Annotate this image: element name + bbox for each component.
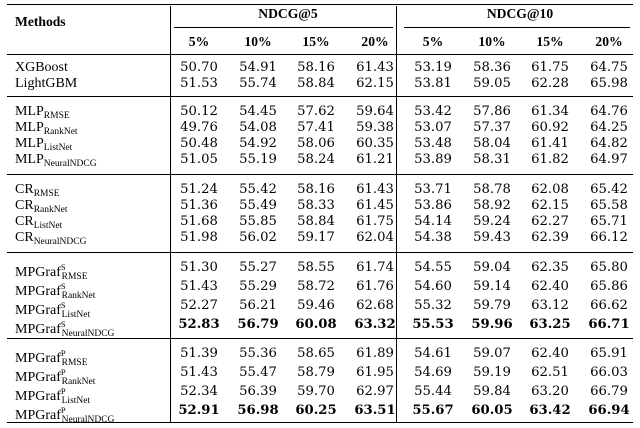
group-rule-2	[7, 174, 633, 175]
value-cell: 55.27	[239, 260, 277, 275]
value-cell: 52.34	[180, 384, 218, 399]
value-cell: 49.76	[180, 120, 218, 135]
value-cell: 66.79	[590, 384, 628, 399]
value-cell: 65.91	[590, 346, 628, 361]
value-cell: 51.98	[180, 230, 218, 245]
percent-header: 5%	[422, 34, 444, 49]
value-cell: 65.71	[590, 214, 628, 229]
method-subscript: NeuralNDCG	[61, 415, 115, 425]
value-cell: 55.74	[239, 76, 277, 91]
value-cell: 53.89	[414, 152, 452, 167]
method-subscript: RankNet	[43, 127, 78, 137]
method-subscript: ListNet	[43, 143, 73, 153]
method-base: MPGraf	[15, 389, 61, 404]
value-cell: 65.86	[590, 279, 628, 294]
value-cell: 55.49	[239, 198, 277, 213]
value-cell: 58.72	[297, 279, 335, 294]
value-cell: 58.16	[297, 182, 335, 197]
value-cell: 58.78	[473, 182, 511, 197]
value-cell: 59.43	[473, 230, 511, 245]
method-subscript: NeuralNDCG	[61, 329, 115, 339]
methods-header: Methods	[15, 14, 66, 29]
value-cell: 56.98	[237, 403, 279, 418]
value-cell: 62.15	[356, 76, 394, 91]
method-base: MPGraf	[15, 408, 61, 423]
method-name	[15, 76, 77, 91]
ndcg10-header: NDCG@10	[486, 6, 554, 21]
method-base: MLP	[15, 136, 44, 151]
value-cell: 59.64	[356, 104, 394, 119]
value-cell: 54.55	[414, 260, 452, 275]
value-cell: 62.35	[531, 260, 569, 275]
value-cell: 57.37	[473, 120, 511, 135]
value-cell: 61.45	[356, 198, 394, 213]
value-cell: 60.92	[531, 120, 569, 135]
value-cell: 59.07	[473, 346, 511, 361]
value-cell: 61.82	[531, 152, 569, 167]
value-cell: 62.39	[531, 230, 569, 245]
value-cell: 59.04	[473, 260, 511, 275]
value-cell: 54.60	[414, 279, 452, 294]
method-base: MLP	[15, 120, 44, 135]
value-cell: 59.96	[471, 317, 513, 332]
method-base: MLP	[15, 152, 44, 167]
value-cell: 51.39	[180, 346, 218, 361]
value-cell: 66.62	[590, 298, 628, 313]
method-name	[15, 403, 114, 428]
method-name	[15, 230, 86, 250]
value-cell: 65.98	[590, 76, 628, 91]
value-cell: 56.39	[239, 384, 277, 399]
value-cell: 51.43	[180, 365, 218, 380]
value-cell: 59.70	[297, 384, 335, 399]
value-cell: 58.04	[473, 136, 511, 151]
method-subscript: ListNet	[61, 310, 91, 320]
value-cell: 61.43	[356, 60, 394, 75]
value-cell: 58.84	[297, 76, 335, 91]
value-cell: 54.69	[414, 365, 452, 380]
value-cell: 58.31	[473, 152, 511, 167]
method-base: LightGBM	[15, 76, 78, 91]
value-cell: 58.65	[297, 346, 335, 361]
method-base: CR	[15, 182, 34, 197]
value-cell: 64.76	[590, 104, 628, 119]
value-cell: 66.03	[590, 365, 628, 380]
value-cell: 61.76	[356, 279, 394, 294]
percent-header: 20%	[595, 34, 623, 49]
value-cell: 53.07	[414, 120, 452, 135]
value-cell: 53.71	[414, 182, 452, 197]
value-cell: 60.25	[295, 403, 337, 418]
method-name	[15, 317, 114, 342]
value-cell: 66.94	[588, 403, 630, 418]
method-base: CR	[15, 230, 34, 245]
value-cell: 54.08	[239, 120, 277, 135]
value-cell: 62.15	[531, 198, 569, 213]
group-rule-1	[7, 96, 633, 97]
method-subscript: RankNet	[61, 377, 96, 387]
value-cell: 59.17	[297, 230, 335, 245]
value-cell: 52.27	[180, 298, 218, 313]
value-cell: 53.86	[414, 198, 452, 213]
value-cell: 55.44	[414, 384, 452, 399]
value-cell: 54.45	[239, 104, 277, 119]
header-rule	[7, 54, 633, 55]
value-cell: 63.20	[531, 384, 569, 399]
method-base: MPGraf	[15, 322, 61, 337]
value-cell: 54.38	[414, 230, 452, 245]
value-cell: 63.12	[531, 298, 569, 313]
method-subscript: RMSE	[43, 111, 70, 121]
value-cell: 61.75	[356, 214, 394, 229]
value-cell: 54.92	[239, 136, 277, 151]
value-cell: 50.70	[180, 60, 218, 75]
percent-header: 15%	[302, 34, 330, 49]
value-cell: 55.85	[239, 214, 277, 229]
value-cell: 59.38	[356, 120, 394, 135]
value-cell: 61.21	[356, 152, 394, 167]
value-cell: 63.51	[354, 403, 396, 418]
value-cell: 51.30	[180, 260, 218, 275]
value-cell: 65.42	[590, 182, 628, 197]
value-cell: 55.32	[414, 298, 452, 313]
value-cell: 50.12	[180, 104, 218, 119]
method-superscript: S	[60, 300, 66, 310]
value-cell: 57.62	[297, 104, 335, 119]
value-cell: 58.24	[297, 152, 335, 167]
value-cell: 58.55	[297, 260, 335, 275]
method-superscript: S	[60, 281, 66, 291]
value-cell: 53.81	[414, 76, 452, 91]
value-cell: 61.43	[356, 182, 394, 197]
value-cell: 63.25	[529, 317, 571, 332]
value-cell: 55.53	[412, 317, 454, 332]
value-cell: 56.79	[237, 317, 279, 332]
value-cell: 58.92	[473, 198, 511, 213]
method-superscript: P	[60, 367, 66, 377]
value-cell: 55.19	[239, 152, 277, 167]
value-cell: 62.08	[531, 182, 569, 197]
method-subscript: ListNet	[33, 221, 63, 231]
method-subscript: RMSE	[33, 189, 60, 199]
value-cell: 51.43	[180, 279, 218, 294]
value-cell: 58.84	[297, 214, 335, 229]
value-cell: 55.47	[239, 365, 277, 380]
value-cell: 60.35	[356, 136, 394, 151]
value-cell: 62.27	[531, 214, 569, 229]
value-cell: 62.51	[531, 365, 569, 380]
value-cell: 61.89	[356, 346, 394, 361]
value-cell: 58.36	[473, 60, 511, 75]
method-superscript: S	[60, 319, 66, 329]
method-superscript: P	[60, 348, 66, 358]
value-cell: 53.19	[414, 60, 452, 75]
method-base: CR	[15, 214, 34, 229]
value-cell: 55.29	[239, 279, 277, 294]
value-cell: 53.48	[414, 136, 452, 151]
value-cell: 50.48	[180, 136, 218, 151]
method-base: MPGraf	[15, 303, 61, 318]
method-base: MPGraf	[15, 284, 61, 299]
method-subscript: NeuralNDCG	[33, 237, 87, 247]
value-cell: 51.53	[180, 76, 218, 91]
value-cell: 59.19	[473, 365, 511, 380]
value-cell: 65.80	[590, 260, 628, 275]
value-cell: 51.68	[180, 214, 218, 229]
ndcg5-underline	[174, 27, 393, 28]
value-cell: 60.08	[295, 317, 337, 332]
value-cell: 58.79	[297, 365, 335, 380]
value-cell: 59.05	[473, 76, 511, 91]
value-cell: 54.91	[239, 60, 277, 75]
value-cell: 52.91	[178, 403, 220, 418]
value-cell: 57.41	[297, 120, 335, 135]
value-cell: 64.82	[590, 136, 628, 151]
method-superscript: S	[60, 262, 66, 272]
value-cell: 63.32	[354, 317, 396, 332]
percent-header: 15%	[536, 34, 564, 49]
method-base: MLP	[15, 104, 44, 119]
value-cell: 60.05	[471, 403, 513, 418]
method-subscript: RankNet	[61, 291, 96, 301]
percent-header: 10%	[244, 34, 272, 49]
method-name	[15, 152, 97, 172]
value-cell: 62.68	[356, 298, 394, 313]
value-cell: 56.02	[239, 230, 277, 245]
value-cell: 54.14	[414, 214, 452, 229]
value-cell: 66.71	[588, 317, 630, 332]
value-cell: 53.42	[414, 104, 452, 119]
method-base: MPGraf	[15, 265, 61, 280]
value-cell: 59.14	[473, 279, 511, 294]
ndcg5-header: NDCG@5	[258, 6, 318, 21]
value-cell: 55.42	[239, 182, 277, 197]
percent-header: 5%	[188, 34, 210, 49]
value-cell: 59.46	[297, 298, 335, 313]
value-cell: 61.95	[356, 365, 394, 380]
value-cell: 56.21	[239, 298, 277, 313]
value-cell: 54.61	[414, 346, 452, 361]
method-base: MPGraf	[15, 351, 61, 366]
percent-header: 20%	[361, 34, 389, 49]
group-rule-3	[7, 252, 633, 253]
value-cell: 62.40	[531, 279, 569, 294]
value-cell: 51.05	[180, 152, 218, 167]
value-cell: 59.79	[473, 298, 511, 313]
method-superscript: P	[60, 405, 66, 415]
percent-header: 10%	[478, 34, 506, 49]
value-cell: 62.40	[531, 346, 569, 361]
method-superscript: P	[60, 386, 66, 396]
value-cell: 66.12	[590, 230, 628, 245]
value-cell: 58.33	[297, 198, 335, 213]
value-cell: 58.16	[297, 60, 335, 75]
value-cell: 63.42	[529, 403, 571, 418]
method-base: CR	[15, 198, 34, 213]
ndcg10-underline	[404, 27, 630, 28]
value-cell: 61.34	[531, 104, 569, 119]
value-cell: 64.25	[590, 120, 628, 135]
value-cell: 62.04	[356, 230, 394, 245]
value-cell: 61.74	[356, 260, 394, 275]
value-cell: 52.83	[178, 317, 220, 332]
method-name	[15, 60, 68, 75]
value-cell: 55.36	[239, 346, 277, 361]
value-cell: 55.67	[412, 403, 454, 418]
value-cell: 65.58	[590, 198, 628, 213]
method-subscript: RankNet	[33, 205, 68, 215]
value-cell: 62.28	[531, 76, 569, 91]
method-base: MPGraf	[15, 370, 61, 385]
value-cell: 51.24	[180, 182, 218, 197]
value-cell: 57.86	[473, 104, 511, 119]
value-cell: 59.24	[473, 214, 511, 229]
method-subscript: ListNet	[61, 396, 91, 406]
value-cell: 59.84	[473, 384, 511, 399]
value-cell: 51.36	[180, 198, 218, 213]
value-cell: 61.41	[531, 136, 569, 151]
method-subscript: RMSE	[61, 358, 88, 368]
method-subscript: NeuralNDCG	[43, 159, 97, 169]
method-base: XGBoost	[15, 60, 68, 75]
value-cell: 64.75	[590, 60, 628, 75]
value-cell: 61.75	[531, 60, 569, 75]
value-cell: 64.97	[590, 152, 628, 167]
value-cell: 58.06	[297, 136, 335, 151]
method-subscript: RMSE	[61, 272, 88, 282]
value-cell: 62.97	[356, 384, 394, 399]
